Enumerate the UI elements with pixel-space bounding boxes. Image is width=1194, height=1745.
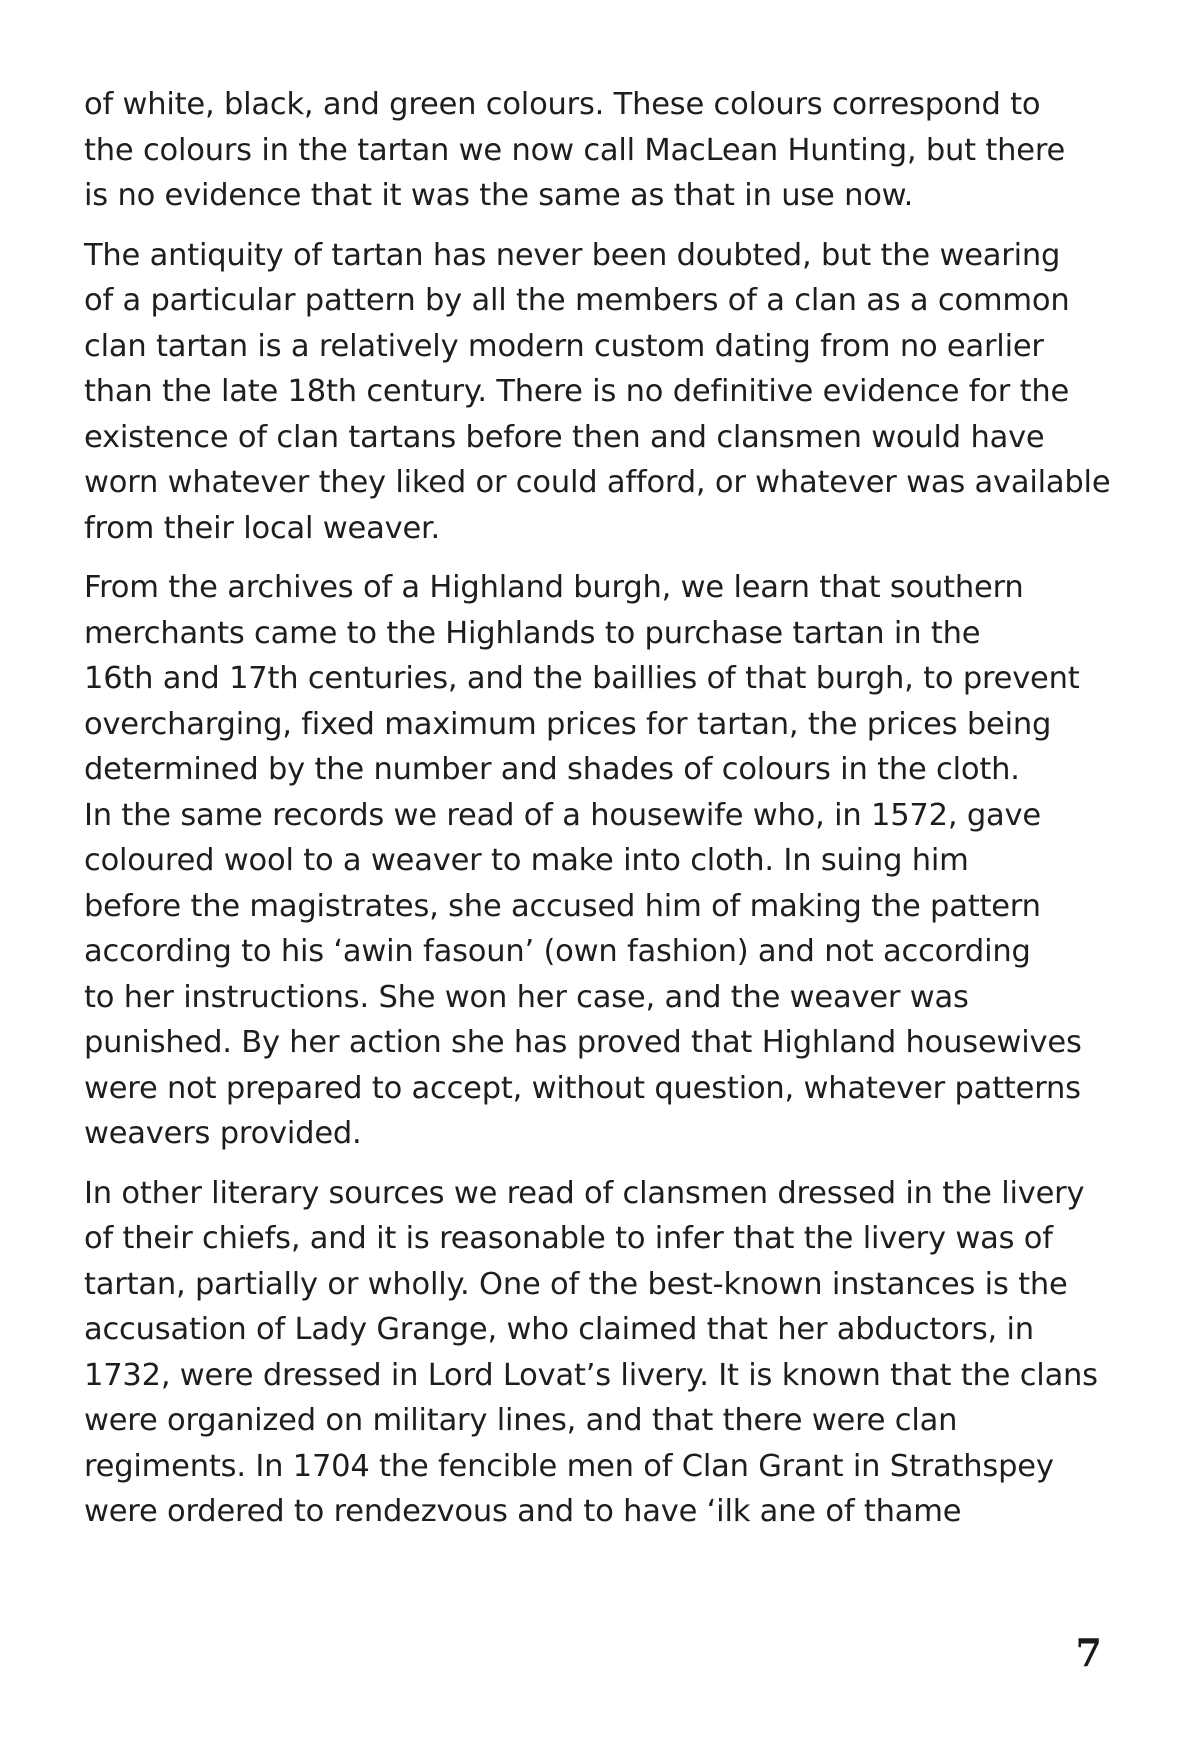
text-line: 16th and 17th centuries, and the baillies of that burgh, to prevent: [84, 661, 1080, 696]
text-line: to her instructions. She won her case, and the weaver was: [84, 979, 969, 1015]
text-line: overcharging, fixed maximum prices for tartan, the prices being: [84, 706, 1052, 742]
text-line: of white, black, and green colours. These colours correspond to: [84, 87, 1041, 122]
page-number: 7: [1075, 1630, 1102, 1675]
text-line: In the same records we read of a housewife who, in 1572, gave: [84, 797, 1041, 833]
text-line: existence of clan tartans before then and clansmen would have: [84, 419, 1045, 455]
text-line: regiments. In 1704 the fencible men of Clan Grant in Strathspey: [84, 1448, 1054, 1484]
text-line: From the archives of a Highland burgh, we learn that southern: [84, 570, 1024, 605]
paragraph-4: [84, 1171, 1124, 1535]
text-line: according to his ‘awin fasoun’ (own fashion) and not according: [84, 934, 1031, 969]
text-line: merchants came to the Highlands to purchase tartan in the: [84, 615, 981, 651]
text-line: from their local weaver.: [84, 510, 441, 546]
text-line: before the magistrates, she accused him of making the pattern: [84, 888, 1041, 924]
body-text: [84, 82, 1124, 1549]
text-line: In other literary sources we read of clansmen dressed in the livery: [84, 1175, 1085, 1211]
text-line: determined by the number and shades of colours in the cloth.: [84, 752, 1020, 787]
paragraph-1: [84, 82, 1124, 219]
text-line: punished. By her action she has proved that Highland housewives: [84, 1025, 1082, 1060]
text-line: accusation of Lady Grange, who claimed that her abductors, in: [84, 1312, 1034, 1347]
text-line: were organized on military lines, and that there were clan: [84, 1403, 958, 1438]
text-line: of their chiefs, and it is reasonable to infer that the livery was of: [84, 1221, 1053, 1256]
text-line: coloured wool to a weaver to make into cloth. In suing him: [84, 843, 969, 878]
paragraph-2: [84, 233, 1124, 552]
text-line: were not prepared to accept, without question, whatever patterns: [84, 1070, 1081, 1106]
paragraph-3: [84, 565, 1124, 1157]
text-line: were ordered to rendezvous and to have ‘ilk ane of thame: [84, 1494, 962, 1529]
text-line: than the late 18th century. There is no definitive evidence for the: [84, 374, 1070, 409]
text-line: The antiquity of tartan has never been doubted, but the wearing: [84, 237, 1061, 273]
text-line: weavers provided.: [84, 1116, 362, 1151]
text-line: tartan, partially or wholly. One of the best-known instances is the: [84, 1266, 1068, 1302]
text-line: the colours in the tartan we now call MacLean Hunting, but there: [84, 132, 1066, 168]
text-line: 1732, were dressed in Lord Lovat’s livery. It is known that the clans: [84, 1357, 1098, 1393]
text-line: of a particular pattern by all the members of a clan as a common: [84, 283, 1070, 318]
text-line: clan tartan is a relatively modern custom dating from no earlier: [84, 328, 1044, 364]
text-line: is no evidence that it was the same as that in use now.: [84, 178, 914, 213]
text-line: worn whatever they liked or could afford, or whatever was available: [84, 465, 1111, 500]
